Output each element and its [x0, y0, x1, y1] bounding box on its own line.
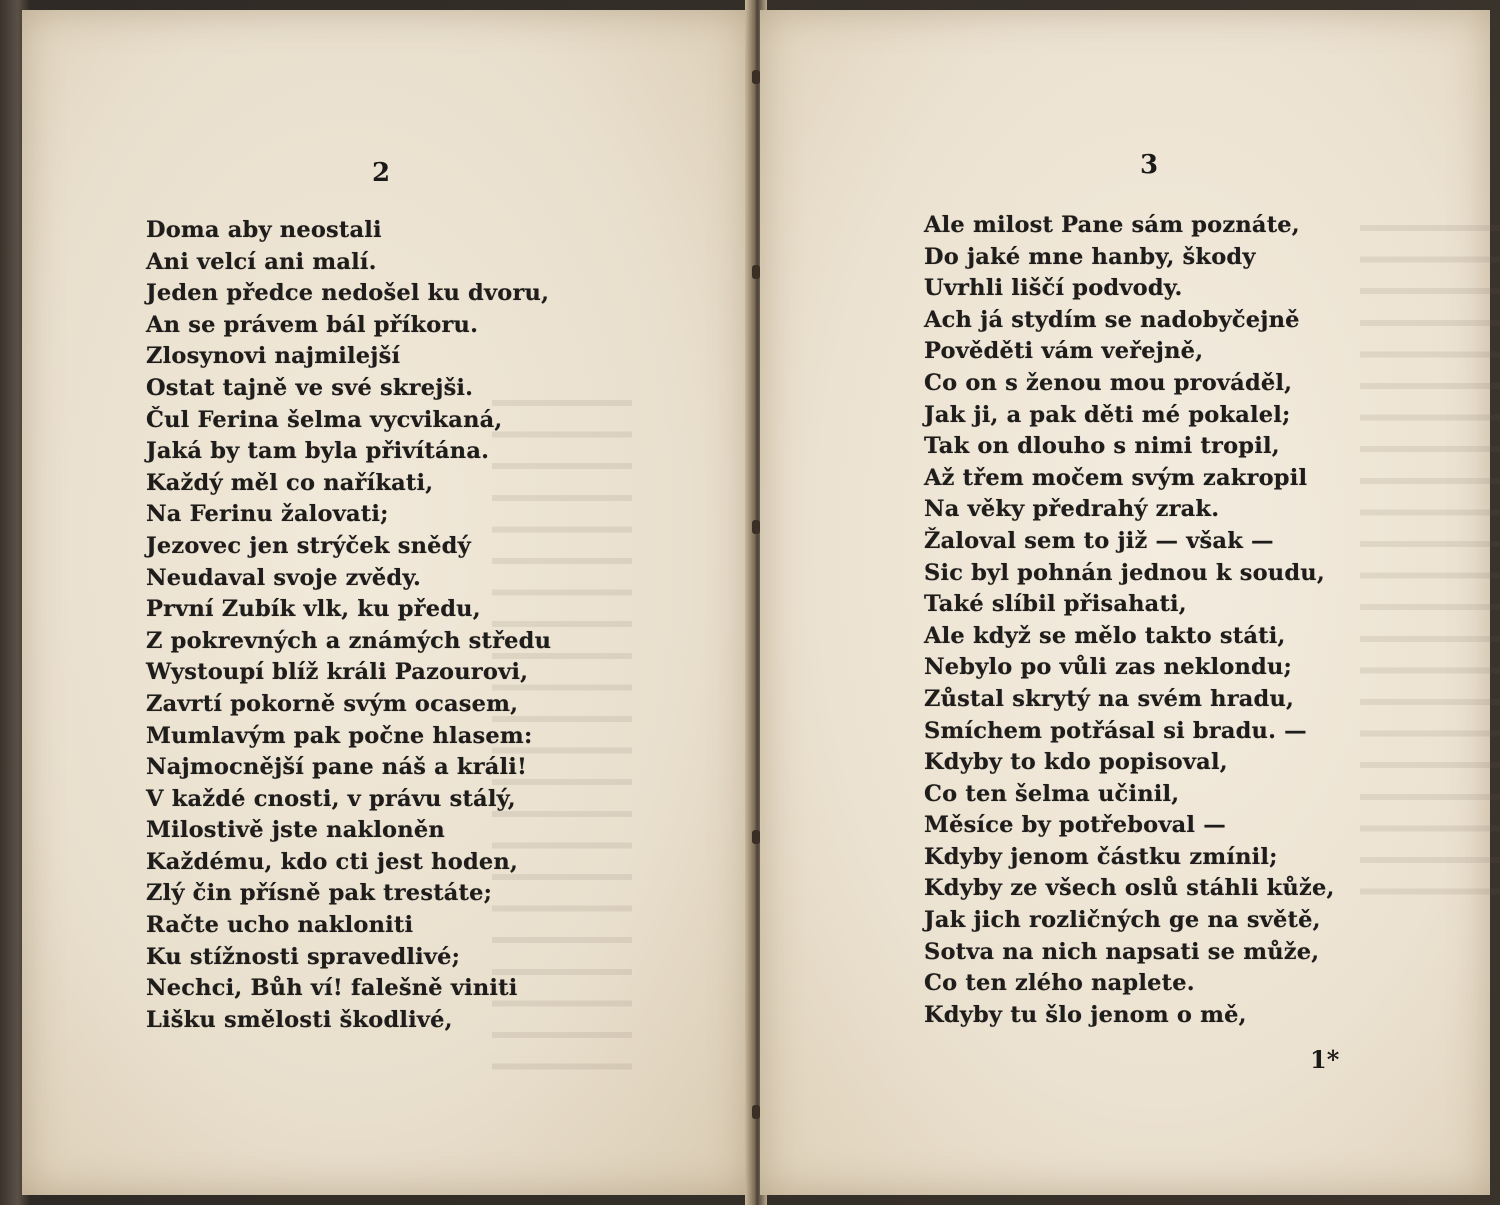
text-line: Zavrtí pokorně svým ocasem,: [146, 690, 519, 717]
text-line: Kdyby tu šlo jenom o mě,: [924, 1001, 1247, 1028]
right-page: [760, 10, 1490, 1195]
binding-stitch: [752, 520, 760, 534]
text-line: Nechci, Bůh ví! falešně viniti: [146, 975, 518, 1002]
right-page-number: 3: [1140, 150, 1159, 180]
text-line: Wystoupí blíž králi Pazourovi,: [146, 659, 529, 686]
text-line: Na Ferinu žalovati;: [146, 501, 389, 528]
text-line: První Zubík vlk, ku předu,: [146, 596, 481, 623]
text-line: Ale milost Pane sám poznáte,: [924, 212, 1300, 238]
text-line: Doma aby neostali: [146, 217, 382, 243]
text-line: Jak jich rozličných ge na světě,: [924, 907, 1321, 934]
text-line: Jaká by tam byla přivítána.: [146, 438, 490, 465]
text-line: Uvrhli liščí podvody.: [924, 275, 1183, 302]
text-line: Každému, kdo cti jest hoden,: [146, 848, 518, 875]
text-line: Lišku smělosti škodlivé,: [146, 1006, 453, 1033]
text-line: Co ten zlého naplete.: [924, 970, 1195, 997]
text-line: Kdyby to kdo popisoval,: [924, 749, 1228, 776]
binding-stitch: [752, 830, 760, 844]
text-line: Smíchem potřásal si bradu. —: [924, 717, 1307, 744]
text-line: Zlosynovi najmilejší: [146, 343, 401, 370]
text-line: Až třem močem svým zakropil: [924, 464, 1308, 491]
text-line: Kdyby jenom částku zmínil;: [924, 843, 1278, 870]
text-line: Do jaké mne hanby, škody: [924, 243, 1256, 270]
text-line: Jak ji, a pak děti mé pokalel;: [924, 401, 1291, 428]
text-line: Tak on dlouho s nimi tropil,: [924, 433, 1280, 460]
text-line: Měsíce by potřeboval —: [924, 812, 1226, 839]
text-line: Račte ucho nakloniti: [146, 912, 414, 939]
text-line: Sic byl pohnán jednou k soudu,: [924, 559, 1325, 586]
text-line: Co on s ženou mou prováděl,: [924, 369, 1293, 396]
text-line: Ku stížnosti spravedlivé;: [146, 943, 461, 970]
text-line: Zůstal skrytý na svém hradu,: [924, 685, 1295, 712]
text-line: Na věky předrahý zrak.: [924, 496, 1220, 523]
text-line: Kdyby ze všech oslů stáhli kůže,: [924, 875, 1335, 902]
text-line: Mumlavým pak počne hlasem:: [146, 722, 533, 749]
text-line: Ale když se mělo takto státi,: [924, 622, 1286, 649]
binding-stitch: [752, 70, 760, 84]
signature-mark: 1*: [1310, 1045, 1340, 1074]
show-through-text: [1360, 205, 1500, 905]
text-line: Pověděti vám veřejně,: [924, 338, 1204, 365]
text-line: Najmocnější pane náš a králi!: [146, 754, 528, 781]
text-line: Jeden předce nedošel ku dvoru,: [146, 280, 550, 307]
binding-stitch: [752, 1105, 760, 1119]
text-line: Ostat tajně ve své skrejši.: [146, 374, 474, 401]
text-line: Ani velcí ani malí.: [146, 248, 377, 275]
text-line: Z pokrevných a známých středu: [146, 627, 552, 654]
text-line: Zlý čin přísně pak trestáte;: [146, 880, 493, 907]
text-line: Každý měl co naříkati,: [146, 469, 434, 496]
text-line: Neudaval svoje zvědy.: [146, 564, 422, 591]
text-line: Žaloval sem to již — však —: [924, 527, 1274, 554]
text-line: Jezovec jen strýček snědý: [146, 532, 471, 559]
text-line: Sotva na nich napsati se může,: [924, 938, 1320, 965]
text-line: Co ten šelma učinil,: [924, 780, 1180, 807]
text-line: Milostivě jste nakloněn: [146, 817, 445, 844]
binding-stitch: [752, 265, 760, 279]
text-line: Ach já stydím se nadobyčejně: [924, 306, 1300, 333]
text-line: Také slíbil přisahati,: [924, 591, 1187, 618]
left-page: [22, 10, 750, 1195]
left-page-number: 2: [372, 158, 391, 188]
text-line: V každé cnosti, v právu stálý,: [146, 785, 516, 812]
text-line: Čul Ferina šelma vycvikaná,: [146, 406, 503, 433]
right-page-text: [924, 210, 1335, 1031]
text-line: An se právem bál příkoru.: [146, 311, 479, 338]
text-line: Nebylo po vůli zas neklondu;: [924, 654, 1293, 681]
left-page-text: [146, 215, 551, 1036]
